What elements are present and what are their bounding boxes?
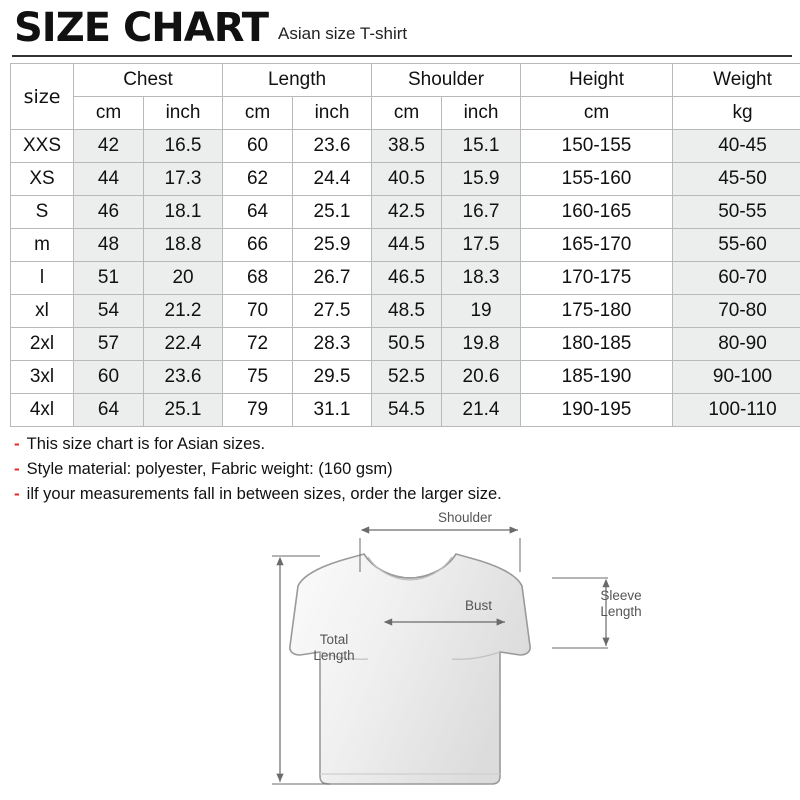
- cell-chest-cm: 57: [74, 328, 144, 361]
- cell-chest-cm: 54: [74, 295, 144, 328]
- total-length-label: [305, 632, 363, 663]
- cell-weight-kg: 45-50: [673, 163, 800, 196]
- tshirt-measurement-diagram: [120, 510, 680, 800]
- cell-shoulder-inch: 15.1: [442, 130, 521, 163]
- header-shoulder: Shoulder: [372, 64, 521, 97]
- total-length-label-line1: Total: [319, 632, 349, 647]
- cell-weight-kg: 90-100: [673, 361, 800, 394]
- cell-length-cm: 70: [223, 295, 293, 328]
- table-row: [11, 229, 800, 262]
- note-item: [14, 435, 800, 454]
- cell-weight-kg: 70-80: [673, 295, 800, 328]
- cell-shoulder-inch: 17.5: [442, 229, 521, 262]
- cell-length-inch: 24.4: [293, 163, 372, 196]
- cell-length-cm: 64: [223, 196, 293, 229]
- cell-chest-inch: 23.6: [144, 361, 223, 394]
- cell-size: XS: [11, 163, 74, 196]
- cell-size: l: [11, 262, 74, 295]
- cell-weight-kg: 80-90: [673, 328, 800, 361]
- cell-height-cm: 180-185: [521, 328, 673, 361]
- cell-length-inch: 23.6: [293, 130, 372, 163]
- cell-shoulder-cm: 40.5: [372, 163, 442, 196]
- size-table: [10, 63, 800, 427]
- table-row: [11, 196, 800, 229]
- sleeve-length-label-line1: Sleeve: [600, 588, 642, 603]
- cell-shoulder-cm: 48.5: [372, 295, 442, 328]
- note-text: Style material: polyester, Fabric weight: (160 gsm): [26, 460, 393, 478]
- header-shoulder-cm: cm: [372, 97, 442, 130]
- cell-shoulder-cm: 42.5: [372, 196, 442, 229]
- cell-chest-inch: 18.1: [144, 196, 223, 229]
- table-row: [11, 328, 800, 361]
- note-text: ilf your measurements fall in between sizes, order the larger size.: [26, 485, 502, 503]
- bullet-dash-icon: -: [14, 484, 20, 503]
- cell-length-inch: 28.3: [293, 328, 372, 361]
- cell-length-cm: 75: [223, 361, 293, 394]
- cell-height-cm: 150-155: [521, 130, 673, 163]
- cell-chest-inch: 25.1: [144, 394, 223, 427]
- cell-height-cm: 190-195: [521, 394, 673, 427]
- cell-shoulder-cm: 46.5: [372, 262, 442, 295]
- table-row: [11, 361, 800, 394]
- cell-length-inch: 25.9: [293, 229, 372, 262]
- cell-chest-cm: 48: [74, 229, 144, 262]
- note-text: This size chart is for Asian sizes.: [26, 435, 266, 453]
- total-length-label-line2: Length: [313, 647, 355, 663]
- table-row: [11, 262, 800, 295]
- cell-shoulder-cm: 52.5: [372, 361, 442, 394]
- table-header-unit-row: [11, 97, 800, 130]
- cell-shoulder-cm: 44.5: [372, 229, 442, 262]
- cell-length-cm: 72: [223, 328, 293, 361]
- cell-size: XXS: [11, 130, 74, 163]
- cell-weight-kg: 55-60: [673, 229, 800, 262]
- note-item: [14, 485, 800, 504]
- cell-shoulder-cm: 50.5: [372, 328, 442, 361]
- cell-height-cm: 175-180: [521, 295, 673, 328]
- cell-height-cm: 170-175: [521, 262, 673, 295]
- cell-length-inch: 29.5: [293, 361, 372, 394]
- header-weight-kg: kg: [673, 97, 800, 130]
- cell-weight-kg: 60-70: [673, 262, 800, 295]
- cell-size: 3xl: [11, 361, 74, 394]
- sleeve-length-label-line2: Length: [600, 603, 642, 619]
- cell-chest-inch: 18.8: [144, 229, 223, 262]
- cell-length-cm: 68: [223, 262, 293, 295]
- cell-shoulder-inch: 20.6: [442, 361, 521, 394]
- table-header-group-row: [11, 64, 800, 97]
- cell-shoulder-inch: 16.7: [442, 196, 521, 229]
- cell-length-inch: 27.5: [293, 295, 372, 328]
- header-chest-inch: inch: [144, 97, 223, 130]
- shoulder-label: Shoulder: [438, 510, 493, 525]
- notes-list: [0, 427, 800, 504]
- cell-shoulder-inch: 19.8: [442, 328, 521, 361]
- cell-length-inch: 25.1: [293, 196, 372, 229]
- cell-chest-inch: 20: [144, 262, 223, 295]
- cell-length-inch: 31.1: [293, 394, 372, 427]
- cell-chest-cm: 51: [74, 262, 144, 295]
- tshirt-diagram-svg: [120, 510, 680, 800]
- header-chest: Chest: [74, 64, 223, 97]
- bullet-dash-icon: -: [14, 459, 20, 478]
- cell-length-cm: 79: [223, 394, 293, 427]
- cell-height-cm: 155-160: [521, 163, 673, 196]
- cell-height-cm: 165-170: [521, 229, 673, 262]
- cell-length-cm: 66: [223, 229, 293, 262]
- cell-weight-kg: 50-55: [673, 196, 800, 229]
- cell-chest-cm: 46: [74, 196, 144, 229]
- cell-weight-kg: 100-110: [673, 394, 800, 427]
- cell-shoulder-cm: 38.5: [372, 130, 442, 163]
- table-row: [11, 130, 800, 163]
- cell-size: 4xl: [11, 394, 74, 427]
- size-table-container: [0, 57, 800, 427]
- note-item: [14, 460, 800, 479]
- page-subtitle: Asian size T-shirt: [278, 24, 408, 43]
- header: [0, 0, 800, 52]
- cell-weight-kg: 40-45: [673, 130, 800, 163]
- bullet-dash-icon: -: [14, 434, 20, 453]
- table-row: [11, 163, 800, 196]
- cell-size: xl: [11, 295, 74, 328]
- cell-shoulder-inch: 18.3: [442, 262, 521, 295]
- cell-chest-cm: 60: [74, 361, 144, 394]
- bust-label: Bust: [465, 598, 493, 613]
- cell-size: m: [11, 229, 74, 262]
- cell-chest-cm: 44: [74, 163, 144, 196]
- cell-height-cm: 160-165: [521, 196, 673, 229]
- cell-length-cm: 62: [223, 163, 293, 196]
- cell-length-cm: 60: [223, 130, 293, 163]
- cell-size: S: [11, 196, 74, 229]
- cell-chest-inch: 17.3: [144, 163, 223, 196]
- header-height-cm: cm: [521, 97, 673, 130]
- header-length: Length: [223, 64, 372, 97]
- table-row: [11, 394, 800, 427]
- cell-length-inch: 26.7: [293, 262, 372, 295]
- cell-shoulder-inch: 15.9: [442, 163, 521, 196]
- cell-shoulder-inch: 19: [442, 295, 521, 328]
- table-row: [11, 295, 800, 328]
- header-weight: Weight: [673, 64, 800, 97]
- cell-chest-inch: 22.4: [144, 328, 223, 361]
- cell-shoulder-inch: 21.4: [442, 394, 521, 427]
- page-title: SIZE CHART: [14, 5, 269, 51]
- header-length-cm: cm: [223, 97, 293, 130]
- header-height: Height: [521, 64, 673, 97]
- cell-chest-inch: 16.5: [144, 130, 223, 163]
- cell-size: 2xl: [11, 328, 74, 361]
- cell-chest-cm: 42: [74, 130, 144, 163]
- cell-height-cm: 185-190: [521, 361, 673, 394]
- header-chest-cm: cm: [74, 97, 144, 130]
- header-size: size: [11, 64, 74, 130]
- header-shoulder-inch: inch: [442, 97, 521, 130]
- cell-chest-cm: 64: [74, 394, 144, 427]
- cell-chest-inch: 21.2: [144, 295, 223, 328]
- header-length-inch: inch: [293, 97, 372, 130]
- cell-shoulder-cm: 54.5: [372, 394, 442, 427]
- sleeve-length-label: [592, 588, 650, 619]
- tshirt-shape: [290, 554, 530, 784]
